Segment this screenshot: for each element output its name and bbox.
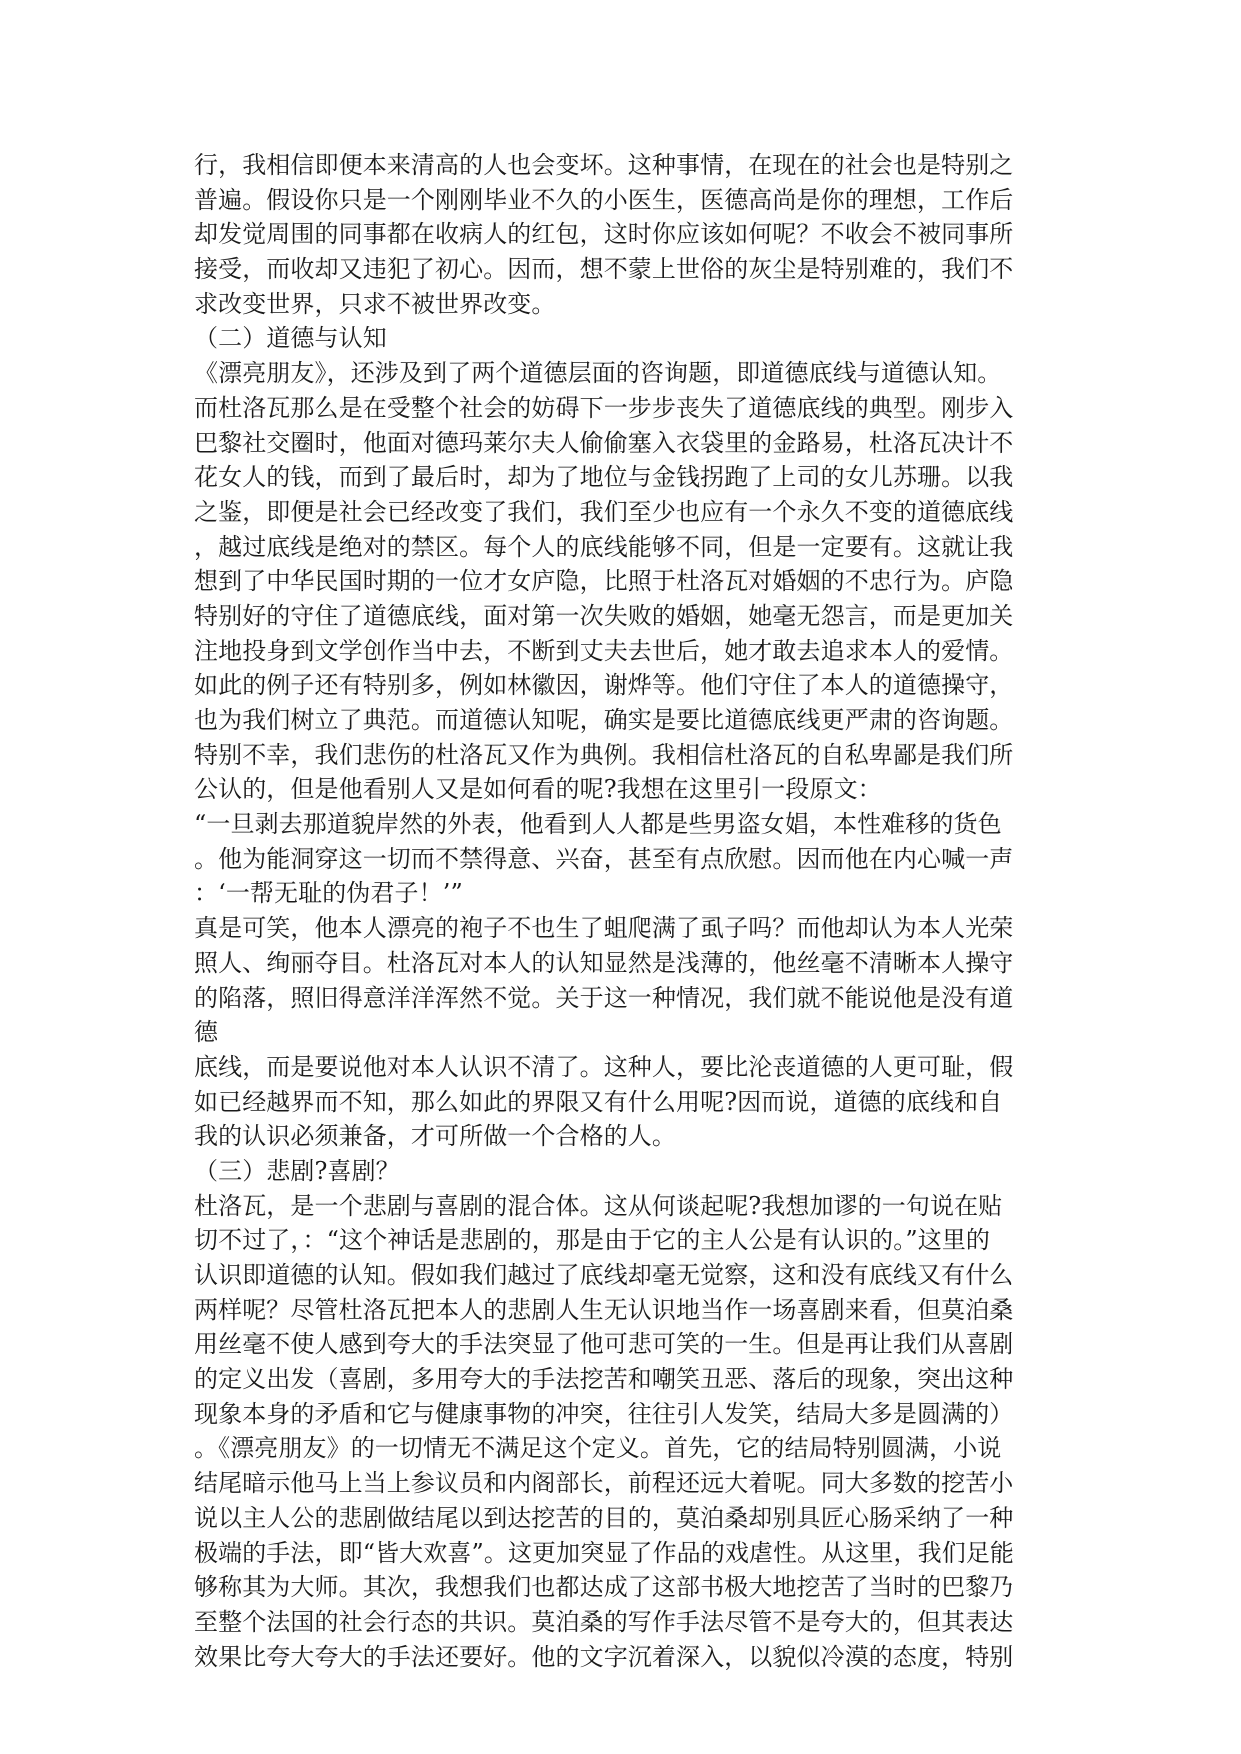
text-line: 德	[194, 1018, 219, 1047]
text-line: 接受，而收却又违犯了初心。因而，想不蒙上世俗的灰尘是特别难的，我们不	[194, 255, 1014, 284]
text-line: 如已经越界而不知，那么如此的界限又有什么用呢?因而说，道德的底线和自	[194, 1087, 1003, 1116]
text-line: 。《漂亮朋友》的一切情无不满足这个定义。首先，它的结局特别圆满，小说	[194, 1434, 1002, 1463]
text-line: 花女人的钱，而到了最后时，却为了地位与金钱拐跑了上司的女儿苏珊。以我	[194, 463, 1014, 492]
quote-line: 。他为能洞穿这一切而不禁得意、兴奋，甚至有点欣慰。因而他在内心喊一声	[194, 844, 1014, 873]
text-line: 却发觉周围的同事都在收病人的红包，这时你应该如何呢？不收会不被同事所	[194, 220, 1014, 249]
text-line: 用丝毫不使人感到夸大的手法突显了他可悲可笑的一生。但是再让我们从喜剧	[194, 1330, 1014, 1359]
text-line: 之鉴，即便是社会已经改变了我们，我们至少也应有一个永久不变的道德底线	[194, 497, 1014, 526]
text-line: 行，我相信即便本来清高的人也会变坏。这种事情，在现在的社会也是特别之	[194, 151, 1014, 179]
text-line: 公认的，但是他看别人又是如何看的呢?我想在这里引一段原文：	[194, 775, 882, 804]
text-line: 两样呢？尽管杜洛瓦把本人的悲剧人生无认识地当作一场喜剧来看，但莫泊桑	[194, 1295, 1014, 1324]
section-heading: （三）悲剧?喜剧？	[194, 1156, 400, 1185]
text-line: 我的认识必须兼备，才可所做一个合格的人。	[194, 1122, 676, 1151]
text-line: 特别好的守住了道德底线，面对第一次失败的婚姻，她毫无怨言，而是更加关	[194, 601, 1014, 630]
text-line: ，越过底线是绝对的禁区。每个人的底线能够不同，但是一定要有。这就让我	[194, 532, 1014, 561]
text-line: 至整个法国的社会行态的共识。莫泊桑的写作手法尽管不是夸大的，但其表达	[194, 1607, 1014, 1636]
text-line: 结尾暗示他马上当上参议员和内阁部长，前程还远大着呢。同大多数的挖苦小	[194, 1469, 1014, 1498]
text-line: 如此的例子还有特别多，例如林徽因，谢烨等。他们守住了本人的道德操守，	[194, 671, 1014, 700]
quote-line: ：‘一帮无耻的伪君子！’”	[194, 879, 463, 908]
text-line: 也为我们树立了典范。而道德认知呢，确实是要比道德底线更严肃的咨询题。	[194, 706, 1014, 734]
text-line: 注地投身到文学创作当中去，不断到丈夫去世后，她才敢去追求本人的爱情。	[194, 636, 1014, 665]
text-line: 普遍。假设你只是一个刚刚毕业不久的小医生，医德高尚是你的理想，工作后	[194, 185, 1014, 214]
text-line: 现象本身的矛盾和它与健康事物的冲突，往往引人发笑，结局大多是圆满的）	[194, 1399, 1014, 1428]
text-line: 巴黎社交圈时，他面对德玛莱尔夫人偷偷塞入衣袋里的金路易，杜洛瓦决计不	[194, 428, 1014, 457]
text-line: 而杜洛瓦那么是在受整个社会的妨碍下一步步丧失了道德底线的典型。刚步入	[194, 393, 1014, 422]
text-line: 特别不幸，我们悲伤的杜洛瓦又作为典例。我相信杜洛瓦的自私卑鄙是我们所	[194, 740, 1014, 769]
document-body-text	[194, 148, 1064, 1674]
quote-line: “一旦剥去那道貌岸然的外表，他看到人人都是些男盗女娼，本性难移的货色	[194, 810, 1002, 839]
text-line: 真是可笑，他本人漂亮的袍子不也生了蛆爬满了虱子吗？而他却认为本人光荣	[194, 914, 1014, 943]
text-line: 《漂亮朋友》，还涉及到了两个道德层面的咨询题，即道德底线与道德认知。	[194, 359, 1002, 388]
text-line: 照人、绚丽夺目。杜洛瓦对本人的认知显然是浅薄的，他丝毫不清晰本人操守	[194, 948, 1014, 977]
text-line: 切不过了，：“这个神话是悲剧的，那是由于它的主人公是有认识的。”这里的	[194, 1226, 991, 1255]
text-line: 效果比夸大夸大的手法还要好。他的文字沉着深入，以貌似冷漠的态度，特别	[194, 1642, 1014, 1671]
text-line: 求改变世界，只求不被世界改变。	[194, 289, 556, 318]
text-line: 说以主人公的悲剧做结尾以到达挖苦的目的，莫泊桑却别具匠心肠采纳了一种	[194, 1503, 1014, 1532]
text-line: 认识即道德的认知。假如我们越过了底线却毫无觉察，这和没有底线又有什么	[194, 1261, 1014, 1289]
text-line: 够称其为大师。其次，我想我们也都达成了这部书极大地挖苦了当时的巴黎乃	[194, 1573, 1014, 1602]
text-line: 底线，而是要说他对本人认识不清了。这种人，要比沦丧道德的人更可耻，假	[194, 1052, 1014, 1081]
text-line: 想到了中华民国时期的一位才女庐隐，比照于杜洛瓦对婚姻的不忠行为。庐隐	[194, 567, 1014, 596]
text-line: 的定义出发（喜剧，多用夸大的手法挖苦和嘲笑丑恶、落后的现象，突出这种	[194, 1365, 1014, 1394]
text-line: 的陷落，照旧得意洋洋浑然不觉。关于这一种情况，我们就不能说他是没有道	[194, 983, 1014, 1012]
section-heading: （二）道德与认知	[194, 324, 387, 353]
text-line: 极端的手法，即“皆大欢喜”。这更加突显了作品的戏虐性。从这里，我们足能	[194, 1538, 1015, 1567]
text-line: 杜洛瓦，是一个悲剧与喜剧的混合体。这从何谈起呢?我想加谬的一句说在贴	[194, 1191, 1003, 1220]
